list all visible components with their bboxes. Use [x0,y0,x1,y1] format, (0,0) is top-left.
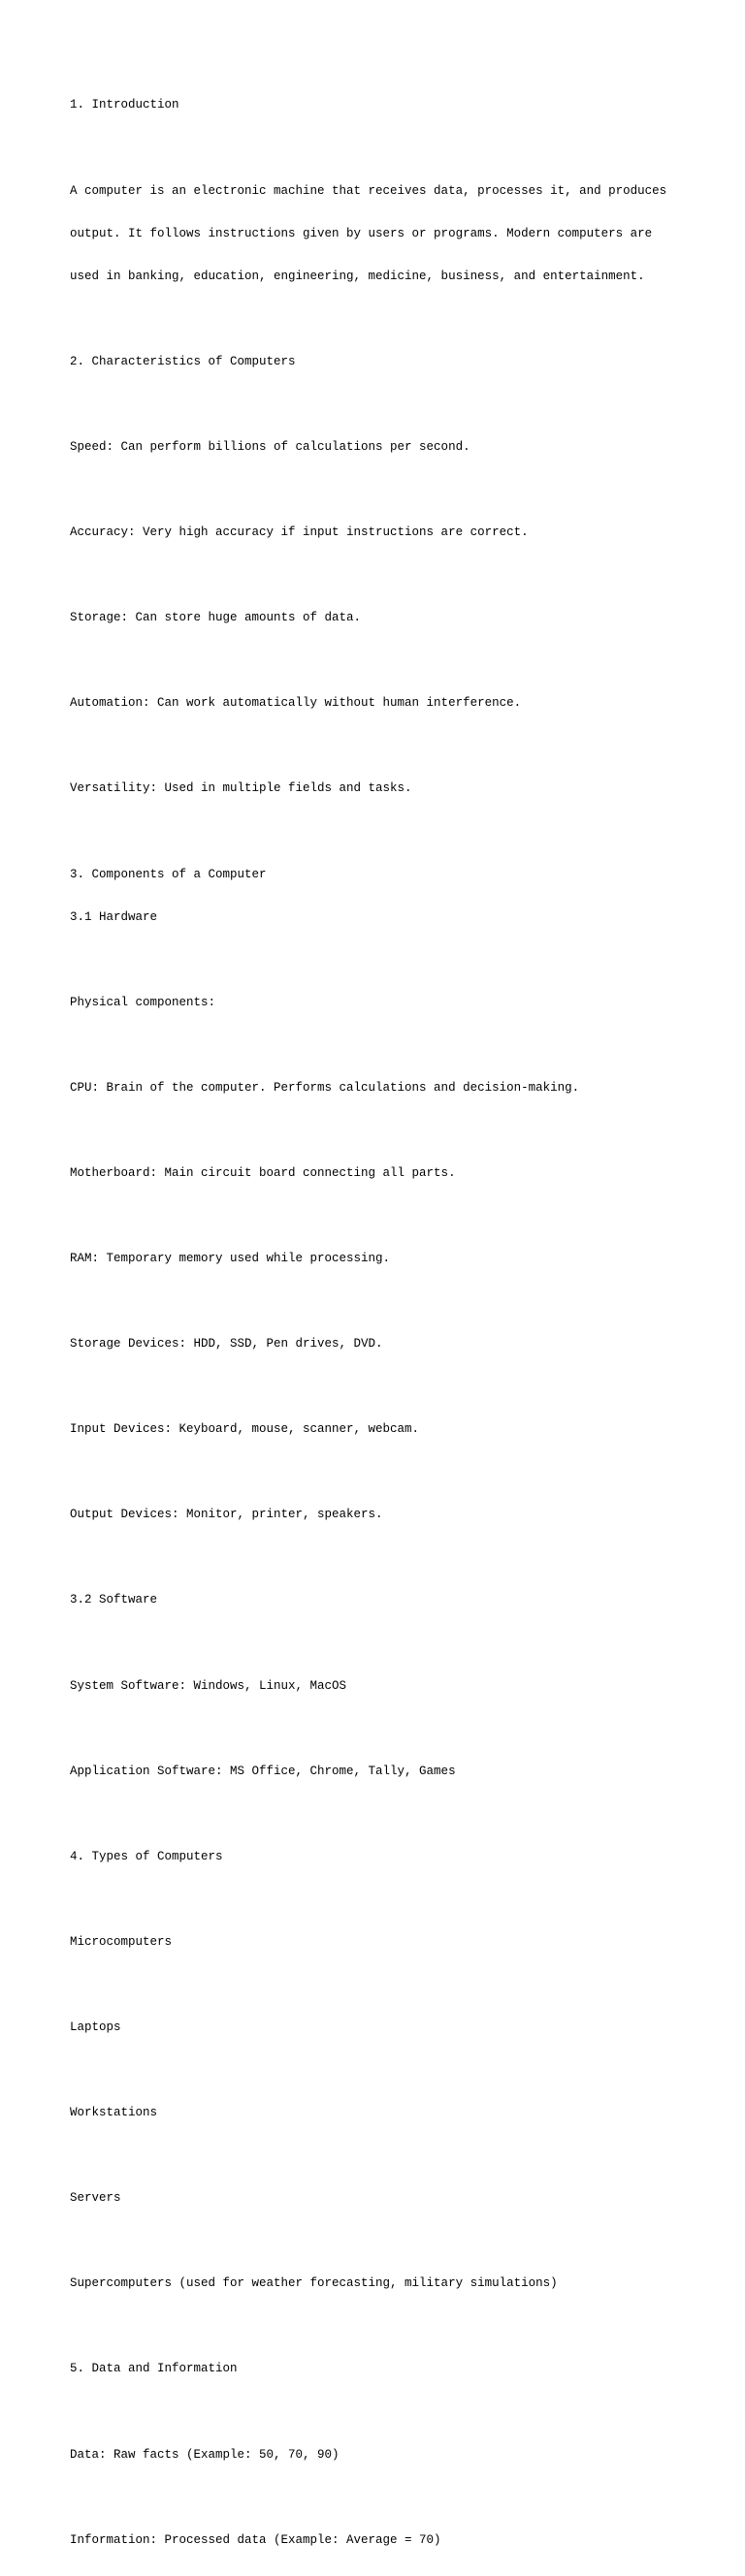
text-line: Servers [70,2191,121,2206]
text-line: Motherboard: Main circuit board connecting all parts. [70,1165,456,1180]
item-cpu [70,1052,691,1124]
item-motherboard [70,1138,691,1210]
text-line: 3. Components of a Computer [70,867,267,881]
text-line: Data: Raw facts (Example: 50, 70, 90) [70,2447,340,2462]
item-microcomputers [70,1907,691,1979]
heading-characteristics [70,326,691,398]
text-line: CPU: Brain of the computer. Performs calculations and decision-making. [70,1080,580,1095]
item-information [70,2504,691,2576]
heading-data-information [70,2334,691,2405]
heading-introduction [70,70,691,142]
text-line: 3.1 Hardware [70,909,158,924]
text-line: 4. Types of Computers [70,1849,223,1863]
item-supercomputers [70,2248,691,2320]
item-speed [70,412,691,484]
text-line: Storage: Can store huge amounts of data. [70,611,362,625]
text-line: Application Software: MS Office, Chrome, Tally, Games [70,1764,456,1778]
document-page [70,70,691,2576]
item-laptops [70,1992,691,2064]
text-line: Versatility: Used in multiple fields and tasks. [70,781,412,796]
item-output-devices [70,1479,691,1551]
text-line: Automation: Can work automatically without human interference. [70,696,522,711]
text-line: Storage Devices: HDD, SSD, Pen drives, DVD. [70,1337,383,1352]
heading-components [70,839,691,953]
item-application-software [70,1735,691,1807]
text-line: Accuracy: Very high accuracy if input instructions are correct. [70,525,529,540]
text-line: used in banking, education, engineering, medicine, business, and entertainment. [70,269,645,283]
item-workstations [70,2078,691,2149]
text-line: 2. Characteristics of Computers [70,354,296,368]
heading-software [70,1565,691,1637]
item-input-devices [70,1394,691,1466]
item-system-software [70,1650,691,1722]
text-line: 1. Introduction [70,98,179,112]
text-line: Microcomputers [70,1934,173,1949]
text-line: 3.2 Software [70,1593,158,1607]
text-line: Information: Processed data (Example: Average = 70) [70,2532,441,2547]
text-line: 5. Data and Information [70,2362,238,2376]
item-accuracy [70,497,691,569]
item-storage [70,583,691,654]
text-line: RAM: Temporary memory used while processing. [70,1252,391,1266]
text-line: A computer is an electronic machine that receives data, processes it, and produces [70,183,667,198]
text-line: Speed: Can perform billions of calculations per second. [70,439,470,454]
text-line: output. It follows instructions given by users or programs. Modern computers are [70,226,653,240]
text-line: Output Devices: Monitor, printer, speakers. [70,1508,383,1522]
item-automation [70,668,691,740]
item-versatility [70,753,691,825]
label-physical-components [70,967,691,1038]
text-line: Laptops [70,2020,121,2035]
text-line: Input Devices: Keyboard, mouse, scanner, webcam. [70,1422,420,1437]
item-servers [70,2163,691,2235]
text-line: Supercomputers (used for weather forecasting, military simulations) [70,2276,558,2291]
paragraph-introduction [70,155,691,312]
heading-types [70,1821,691,1892]
item-data [70,2419,691,2491]
text-line: Workstations [70,2106,158,2120]
text-line: System Software: Windows, Linux, MacOS [70,1678,347,1693]
item-ram [70,1224,691,1295]
text-line: Physical components: [70,995,216,1009]
item-storage-devices [70,1309,691,1381]
